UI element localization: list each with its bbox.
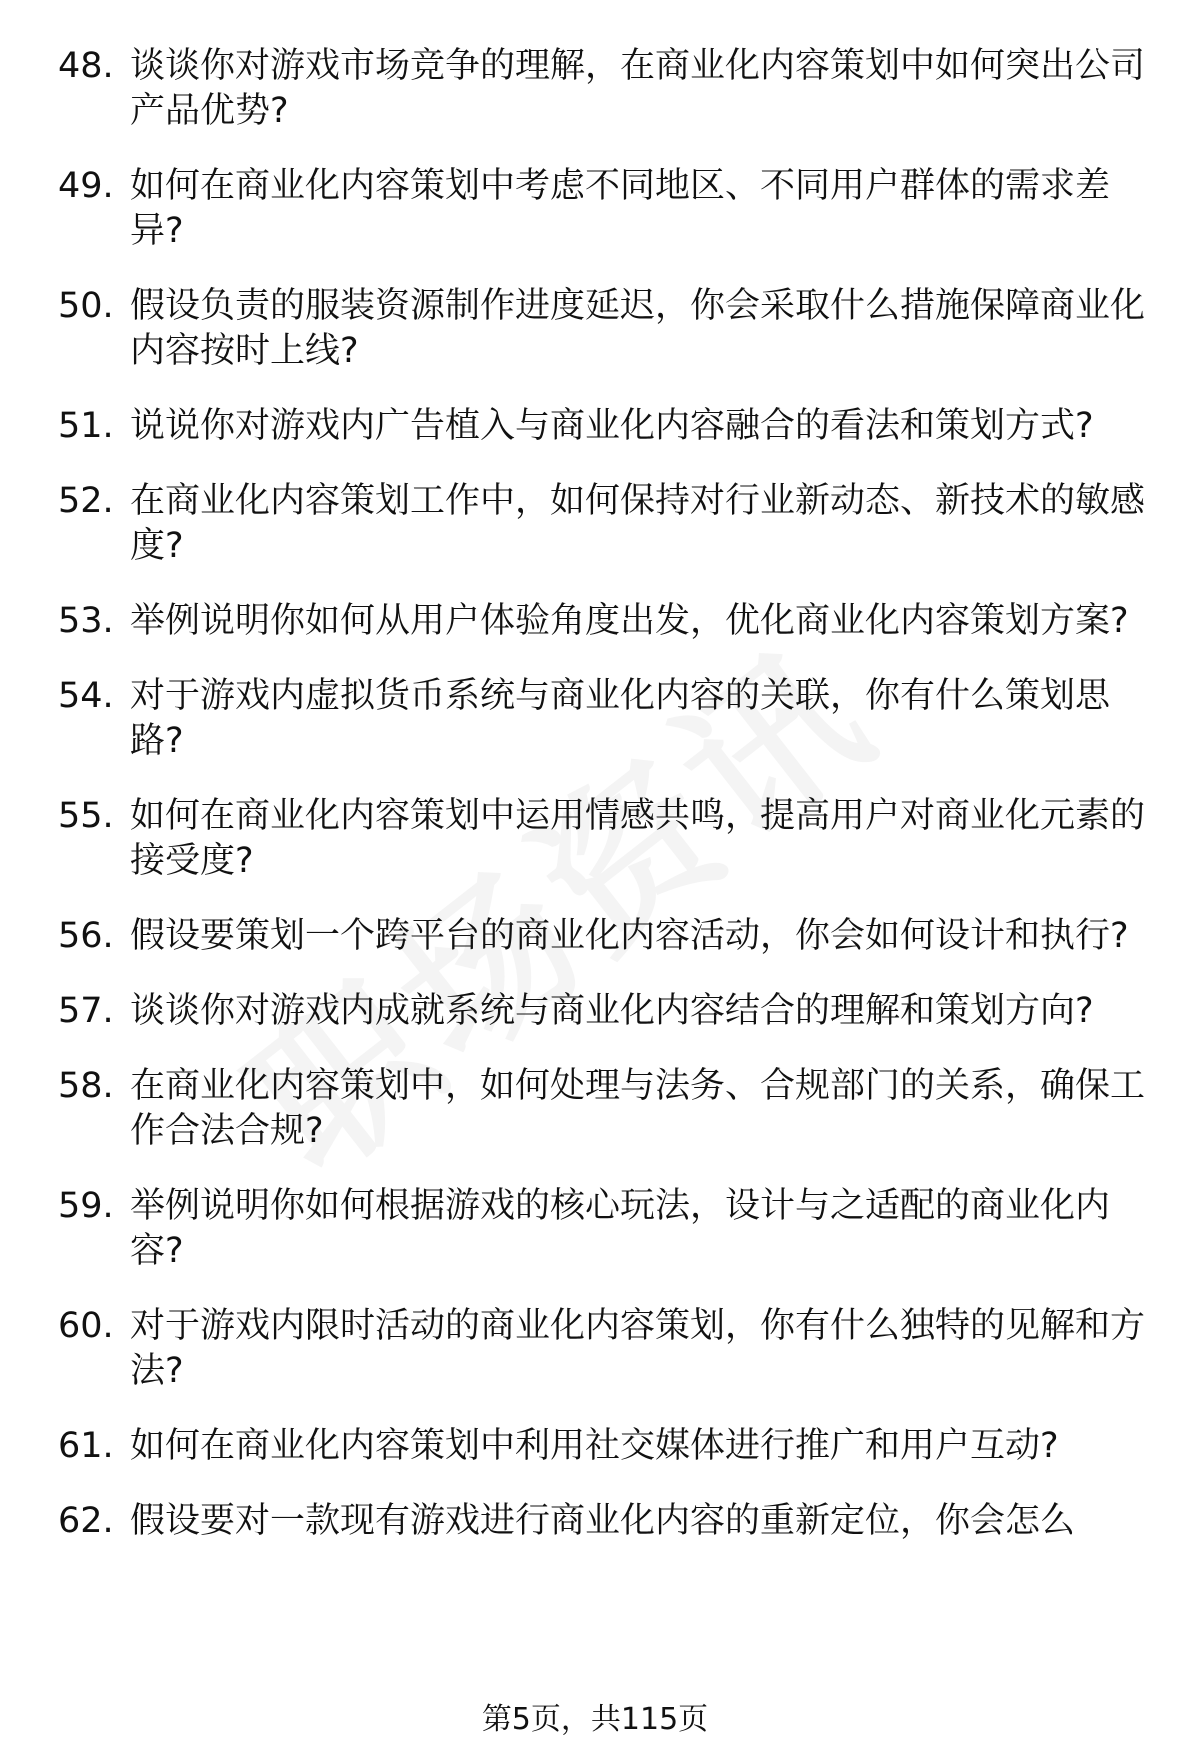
question-number: 56. xyxy=(58,916,114,956)
question-item xyxy=(0,794,1190,884)
question-number: 58. xyxy=(58,1066,114,1106)
question-text: 如何在商业化内容策划中运用情感共鸣，提高用户对商业化元素的接受度? xyxy=(130,796,1146,881)
question-text: 对于游戏内虚拟货币系统与商业化内容的关联，你有什么策划思路? xyxy=(130,676,1111,761)
page-footer: 第5页，共115页 xyxy=(481,1702,709,1737)
question-item xyxy=(0,1184,1190,1274)
question-number: 50. xyxy=(58,286,114,326)
question-item xyxy=(0,1064,1190,1154)
question-text: 谈谈你对游戏内成就系统与商业化内容结合的理解和策划方向? xyxy=(130,991,1094,1031)
question-number: 62. xyxy=(58,1501,114,1541)
question-item xyxy=(0,989,1190,1034)
question-item xyxy=(0,44,1190,134)
question-item xyxy=(0,1304,1190,1394)
question-number: 52. xyxy=(58,481,114,521)
question-text: 在商业化内容策划中，如何处理与法务、合规部门的关系，确保工作合法合规? xyxy=(130,1066,1146,1151)
question-number: 53. xyxy=(58,601,114,641)
question-text: 如何在商业化内容策划中考虑不同地区、不同用户群体的需求差异? xyxy=(130,166,1111,251)
question-item xyxy=(0,404,1190,449)
question-item xyxy=(0,164,1190,254)
question-number: 55. xyxy=(58,796,114,836)
question-item xyxy=(0,284,1190,374)
question-text: 举例说明你如何从用户体验角度出发，优化商业化内容策划方案? xyxy=(130,601,1129,641)
question-text: 在商业化内容策划工作中，如何保持对行业新动态、新技术的敏感度? xyxy=(130,481,1146,566)
question-number: 60. xyxy=(58,1306,114,1346)
question-number: 54. xyxy=(58,676,114,716)
question-item xyxy=(0,1424,1190,1469)
question-number: 49. xyxy=(58,166,114,206)
question-text: 假设要策划一个跨平台的商业化内容活动，你会如何设计和执行? xyxy=(130,916,1129,956)
question-item xyxy=(0,599,1190,644)
question-text: 举例说明你如何根据游戏的核心玩法，设计与之适配的商业化内容? xyxy=(130,1186,1111,1271)
question-text: 谈谈你对游戏市场竞争的理解，在商业化内容策划中如何突出公司产品优势? xyxy=(130,46,1146,131)
question-number: 59. xyxy=(58,1186,114,1226)
question-item xyxy=(0,1499,1190,1544)
question-number: 57. xyxy=(58,991,114,1031)
question-text: 假设要对一款现有游戏进行商业化内容的重新定位，你会怎么 xyxy=(130,1501,1076,1541)
question-text: 对于游戏内限时活动的商业化内容策划，你有什么独特的见解和方法? xyxy=(130,1306,1146,1391)
question-item xyxy=(0,479,1190,569)
question-number: 61. xyxy=(58,1426,114,1466)
question-number: 51. xyxy=(58,406,114,446)
question-text: 假设负责的服装资源制作进度延迟，你会采取什么措施保障商业化内容按时上线? xyxy=(130,286,1146,371)
question-list xyxy=(0,44,1190,1574)
question-item xyxy=(0,674,1190,764)
question-text: 说说你对游戏内广告植入与商业化内容融合的看法和策划方式? xyxy=(130,406,1094,446)
question-item xyxy=(0,914,1190,959)
question-text: 如何在商业化内容策划中利用社交媒体进行推广和用户互动? xyxy=(130,1426,1059,1466)
question-number: 48. xyxy=(58,46,114,86)
